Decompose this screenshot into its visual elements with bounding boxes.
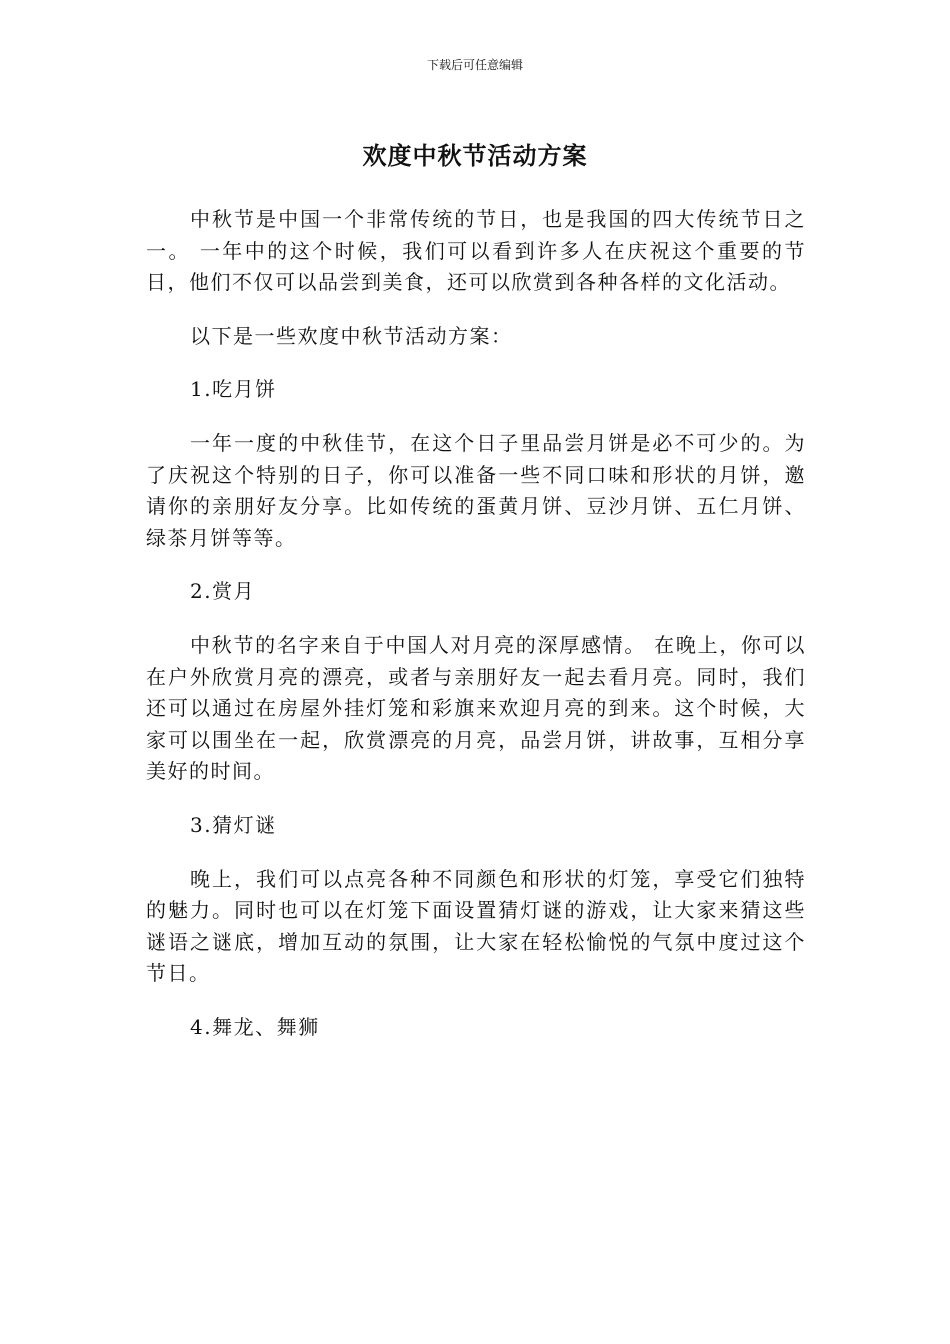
- section-heading-dragon-lion-dance: 4.舞龙、舞狮: [190, 1014, 320, 1039]
- paragraph-lantern-riddles: 晚上，我们可以点亮各种不同颜色和形状的灯笼，享受它们独特的魅力。同时也可以在灯笼下面设置猜灯谜的游戏，让大家来猜这些谜语之谜底，增加互动的氛围，让大家在轻松愉悦的气氛中度过这个节日。: [146, 866, 806, 986]
- page-header-note: 下载后可任意编辑: [426, 58, 523, 72]
- document-title: 欢度中秋节活动方案: [362, 142, 588, 170]
- paragraph-moon-viewing: 中秋节的名字来自于中国人对月亮的深厚感情。 在晚上，你可以在户外欣赏月亮的漂亮，或者与亲朋好友一起去看月亮。同时，我们还可以通过在房屋外挂灯笼和彩旗来欢迎月亮的到来。这个时候，大家可以围坐在一起，欣赏漂亮的月亮，品尝月饼，讲故事，互相分享美好的时间。: [146, 632, 806, 784]
- paragraph-mooncake: 一年一度的中秋佳节，在这个日子里品尝月饼是必不可少的。为了庆祝这个特别的日子，你可以准备一些不同口味和形状的月饼，邀请你的亲朋好友分享。比如传统的蛋黄月饼、豆沙月饼、五仁月饼、绿茶月饼等等。: [146, 430, 806, 550]
- section-heading-lantern-riddles: 3.猜灯谜: [190, 812, 277, 837]
- section-heading-moon-viewing: 2.赏月: [190, 579, 256, 604]
- section-heading-mooncake: 1.吃月饼: [190, 377, 277, 402]
- paragraph-intro: 中秋节是中国一个非常传统的节日，也是我国的四大传统节日之一。 一年中的这个时候，我们可以看到许多人在庆祝这个重要的节日，他们不仅可以品尝到美食，还可以欣赏到各种各样的文化活动。: [146, 207, 806, 295]
- paragraph-lead-in: 以下是一些欢度中秋节活动方案：: [190, 323, 513, 348]
- document-body: [146, 204, 806, 1065]
